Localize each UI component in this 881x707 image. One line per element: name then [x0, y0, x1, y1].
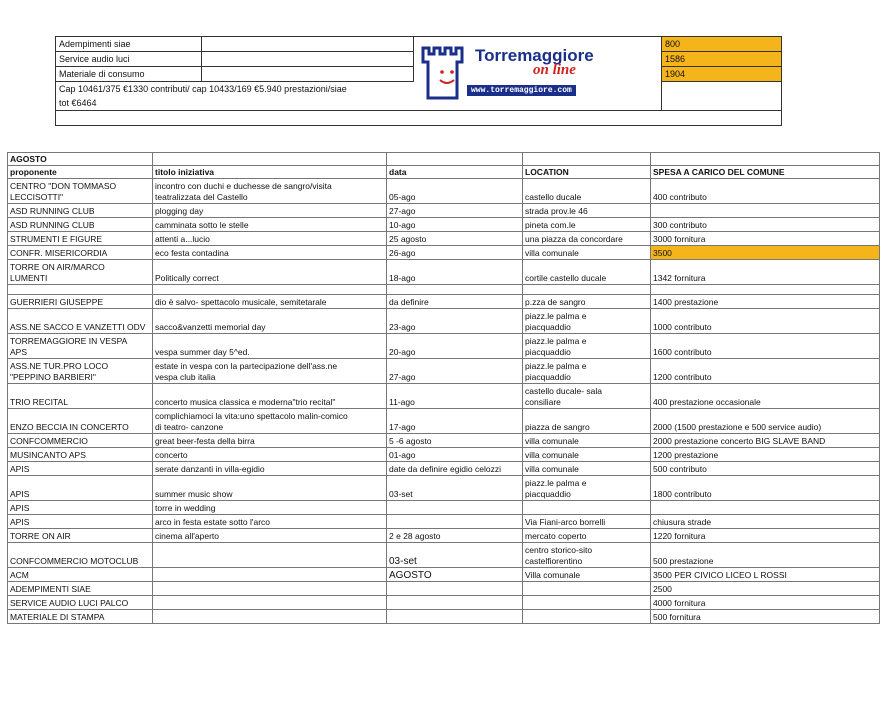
cell-line: 1200 prestazione — [653, 450, 719, 460]
summary-blank — [202, 37, 414, 52]
location-cell — [523, 285, 651, 295]
titolo-cell — [153, 543, 387, 568]
header-row — [8, 166, 880, 179]
logo-brand: Torremaggiore — [475, 46, 594, 65]
cell-line: ASS.NE SACCO E VANZETTI ODV — [10, 322, 146, 332]
cell-line: Politically correct — [155, 273, 219, 283]
summary-blank — [662, 82, 782, 97]
location-cell — [523, 204, 651, 218]
cell-line: 400 prestazione occasionale — [653, 397, 761, 407]
cell-line: villa comunale — [525, 464, 579, 474]
data-cell — [387, 295, 523, 309]
column-header: proponente — [8, 166, 153, 179]
titolo-cell — [153, 529, 387, 543]
cell-line: arco in festa estate sotto l'arco — [155, 517, 271, 527]
titolo-cell — [153, 448, 387, 462]
cell-line: MATERIALE DI STAMPA — [10, 612, 105, 622]
cell-line: 10-ago — [389, 220, 416, 230]
table-row — [8, 295, 880, 309]
column-header: SPESA A CARICO DEL COMUNE — [651, 166, 880, 179]
proponente-cell — [8, 384, 153, 409]
proponente-cell — [8, 582, 153, 596]
cell-line: 1342 fornitura — [653, 273, 706, 283]
summary-empty-row — [56, 111, 782, 126]
cell-line: di teatro- canzone — [155, 422, 224, 432]
cell-line: "PEPPINO BARBIERI" — [10, 372, 96, 382]
data-cell — [387, 582, 523, 596]
proponente-cell — [8, 204, 153, 218]
cell-line: CONFCOMMERCIO MOTOCLUB — [10, 556, 139, 566]
cell-line: 05-ago — [389, 192, 416, 202]
column-header: data — [387, 166, 523, 179]
cell-line: MUSINCANTO APS — [10, 450, 86, 460]
data-cell — [387, 501, 523, 515]
cell-line: LECCISOTTI" — [10, 192, 64, 202]
data-cell — [387, 384, 523, 409]
location-cell — [523, 448, 651, 462]
summary-blank — [662, 96, 782, 111]
cell-line: TORRE ON AIR — [10, 531, 71, 541]
titolo-cell — [153, 501, 387, 515]
titolo-cell — [153, 434, 387, 448]
location-cell — [523, 295, 651, 309]
blank-cell — [523, 153, 651, 166]
data-cell — [387, 596, 523, 610]
spesa-cell — [651, 476, 880, 501]
titolo-cell — [153, 568, 387, 582]
data-cell — [387, 285, 523, 295]
cell-line: piacquaddio — [525, 489, 571, 499]
spesa-cell — [651, 218, 880, 232]
location-cell — [523, 409, 651, 434]
titolo-cell — [153, 285, 387, 295]
proponente-cell — [8, 409, 153, 434]
table-row — [8, 448, 880, 462]
proponente-cell — [8, 359, 153, 384]
summary-label: Materiale di consumo — [56, 67, 202, 82]
cell-line: 2 e 28 agosto — [389, 531, 441, 541]
summary-note: Cap 10461/375 €1330 contributi/ cap 10433/169 €5.940 prestazioni/siae — [56, 82, 414, 97]
location-cell — [523, 610, 651, 624]
cell-line: 500 contributo — [653, 464, 707, 474]
table-row — [8, 543, 880, 568]
summary-blank — [202, 67, 414, 82]
section-row — [8, 153, 880, 166]
cell-line: 2000 (1500 prestazione e 500 service audio) — [653, 422, 822, 432]
table-row — [8, 384, 880, 409]
cell-line: APS — [10, 347, 28, 357]
location-cell — [523, 543, 651, 568]
titolo-cell — [153, 334, 387, 359]
spesa-cell — [651, 462, 880, 476]
cell-line: 25 agosto — [389, 234, 427, 244]
cell-line: date da definire egidio celozzi — [389, 464, 501, 474]
logo-tagline: on line — [533, 62, 576, 78]
cell-line: 1800 contributo — [653, 489, 712, 499]
cell-line: 20-ago — [389, 347, 416, 357]
cell-line: sacco&vanzetti memorial day — [155, 322, 266, 332]
logo-url: www.torremaggiore.com — [467, 85, 576, 96]
titolo-cell — [153, 246, 387, 260]
cell-line: 27-ago — [389, 206, 416, 216]
cell-line: APIS — [10, 503, 30, 513]
cell-line: vespa club italia — [155, 372, 216, 382]
table-row — [8, 610, 880, 624]
table-row — [8, 462, 880, 476]
table-row — [8, 204, 880, 218]
table-row — [8, 334, 880, 359]
table-row — [8, 409, 880, 434]
cell-line: APIS — [10, 517, 30, 527]
cell-line: GUERRIERI GIUSEPPE — [10, 297, 104, 307]
cell-line: pineta com.le — [525, 220, 576, 230]
blank-cell — [651, 153, 880, 166]
proponente-cell — [8, 246, 153, 260]
data-cell — [387, 448, 523, 462]
cell-line: cinema all'aperto — [155, 531, 219, 541]
events-table — [7, 152, 880, 624]
cell-line: 11-ago — [389, 397, 415, 407]
spesa-cell — [651, 359, 880, 384]
cell-line: 23-ago — [389, 322, 416, 332]
cell-line: ACM — [10, 570, 29, 580]
data-cell — [387, 204, 523, 218]
titolo-cell — [153, 179, 387, 204]
proponente-cell — [8, 529, 153, 543]
titolo-cell — [153, 309, 387, 334]
location-cell — [523, 434, 651, 448]
cell-line: castelfiorentino — [525, 556, 583, 566]
table-row — [8, 568, 880, 582]
cell-line: incontro con duchi e duchesse de sangro/visita — [155, 181, 332, 191]
cell-line: piacquaddio — [525, 372, 571, 382]
cell-line: AGOSTO — [389, 570, 432, 581]
titolo-cell — [153, 476, 387, 501]
cell-line: castello ducale — [525, 192, 582, 202]
cell-line: great beer-festa della birra — [155, 436, 255, 446]
cell-line: piazz.le palma e — [525, 311, 587, 321]
cell-line: 1000 contributo — [653, 322, 712, 332]
proponente-cell — [8, 334, 153, 359]
cell-line: dio è salvo- spettacolo musicale, semitetarale — [155, 297, 327, 307]
proponente-cell — [8, 309, 153, 334]
cell-line: 03-set — [389, 489, 413, 499]
data-cell — [387, 309, 523, 334]
cell-line: summer music show — [155, 489, 233, 499]
cell-line: ASD RUNNING CLUB — [10, 206, 95, 216]
cell-line: Via Fiani-arco borrelli — [525, 517, 606, 527]
spesa-cell — [651, 529, 880, 543]
spesa-cell — [651, 582, 880, 596]
location-cell — [523, 384, 651, 409]
location-cell — [523, 501, 651, 515]
proponente-cell — [8, 434, 153, 448]
cell-line: serate danzanti in villa-egidio — [155, 464, 265, 474]
data-cell — [387, 359, 523, 384]
cell-line: piazz.le palma e — [525, 336, 587, 346]
cell-line: 18-ago — [389, 273, 416, 283]
titolo-cell — [153, 295, 387, 309]
cell-line: villa comunale — [525, 436, 579, 446]
table-row — [8, 434, 880, 448]
data-cell — [387, 543, 523, 568]
cell-line: 17-ago — [389, 422, 416, 432]
titolo-cell — [153, 610, 387, 624]
cell-line: 2500 — [653, 584, 672, 594]
location-cell — [523, 218, 651, 232]
data-cell — [387, 568, 523, 582]
cell-line: 3500 — [653, 248, 672, 258]
cell-line: 27-ago — [389, 372, 416, 382]
titolo-cell — [153, 232, 387, 246]
data-cell — [387, 434, 523, 448]
location-cell — [523, 515, 651, 529]
cell-line: p.zza de sangro — [525, 297, 586, 307]
titolo-cell — [153, 462, 387, 476]
spesa-cell — [651, 309, 880, 334]
proponente-cell — [8, 610, 153, 624]
table-row — [8, 218, 880, 232]
cell-line: piazz.le palma e — [525, 361, 587, 371]
table-row — [8, 476, 880, 501]
proponente-cell — [8, 260, 153, 285]
location-cell — [523, 359, 651, 384]
table-row — [8, 359, 880, 384]
cell-line: complichiamoci la vita:uno spettacolo malin-comico — [155, 411, 348, 421]
titolo-cell — [153, 218, 387, 232]
proponente-cell — [8, 596, 153, 610]
cell-line: 03-set — [389, 556, 417, 567]
table-row — [8, 246, 880, 260]
table-row — [8, 596, 880, 610]
data-cell — [387, 232, 523, 246]
cell-line: piazz.le palma e — [525, 478, 587, 488]
titolo-cell — [153, 204, 387, 218]
spesa-cell — [651, 434, 880, 448]
cell-line: eco festa contadina — [155, 248, 229, 258]
cell-line: consiliare — [525, 397, 561, 407]
spesa-cell — [651, 596, 880, 610]
cell-line: cortile castello ducale — [525, 273, 607, 283]
spesa-cell — [651, 285, 880, 295]
location-cell — [523, 529, 651, 543]
cell-line: piacquaddio — [525, 322, 571, 332]
summary-blank — [202, 52, 414, 67]
data-cell — [387, 610, 523, 624]
cell-line: TORRE ON AIR/MARCO — [10, 262, 105, 272]
cell-line: 4000 fornitura — [653, 598, 706, 608]
cell-line: 500 prestazione — [653, 556, 714, 566]
table-row — [8, 501, 880, 515]
cell-line: teatralizzata del Castello — [155, 192, 248, 202]
cell-line: estate in vespa con la partecipazione dell'ass.ne — [155, 361, 338, 371]
cell-line: ASD RUNNING CLUB — [10, 220, 95, 230]
summary-blank — [56, 111, 782, 126]
location-cell — [523, 309, 651, 334]
proponente-cell — [8, 179, 153, 204]
table-row — [8, 232, 880, 246]
data-cell — [387, 218, 523, 232]
cell-line: concerto musica classica e moderna"trio recital" — [155, 397, 336, 407]
cell-line: SERVICE AUDIO LUCI PALCO — [10, 598, 129, 608]
table-row — [8, 309, 880, 334]
cell-line: CONFCOMMERCIO — [10, 436, 88, 446]
summary-value: 1586 — [662, 52, 782, 67]
cell-line: villa comunale — [525, 450, 579, 460]
table-row — [8, 582, 880, 596]
proponente-cell — [8, 295, 153, 309]
titolo-cell — [153, 359, 387, 384]
titolo-cell — [153, 515, 387, 529]
location-cell — [523, 246, 651, 260]
cell-line: ENZO BECCIA IN CONCERTO — [10, 422, 129, 432]
column-header: titolo iniziativa — [153, 166, 387, 179]
data-cell — [387, 462, 523, 476]
cell-line: APIS — [10, 464, 30, 474]
titolo-cell — [153, 384, 387, 409]
cell-line: camminata sotto le stelle — [155, 220, 249, 230]
proponente-cell — [8, 568, 153, 582]
spesa-cell — [651, 543, 880, 568]
cell-line: 5 -6 agosto — [389, 436, 432, 446]
titolo-cell — [153, 582, 387, 596]
data-cell — [387, 476, 523, 501]
cell-line: TRIO RECITAL — [10, 397, 68, 407]
spesa-cell — [651, 501, 880, 515]
proponente-cell — [8, 448, 153, 462]
cell-line: 3000 fornitura — [653, 234, 706, 244]
section-title: AGOSTO — [8, 153, 153, 166]
table-row — [8, 179, 880, 204]
cell-line: vespa summer day 5^ed. — [155, 347, 250, 357]
spesa-cell — [651, 295, 880, 309]
cell-line: CENTRO "DON TOMMASO — [10, 181, 117, 191]
cell-line: da definire — [389, 297, 429, 307]
spesa-cell — [651, 409, 880, 434]
cell-line: LUMENTI — [10, 273, 48, 283]
blank-cell — [387, 153, 523, 166]
cell-line: 2000 prestazione concerto BIG SLAVE BAND — [653, 436, 826, 446]
spesa-cell — [651, 384, 880, 409]
cell-line: 400 contributo — [653, 192, 707, 202]
spesa-cell — [651, 610, 880, 624]
cell-line: ASS.NE TUR.PRO LOCO — [10, 361, 109, 371]
cell-line: piazza de sangro — [525, 422, 590, 432]
cell-line: TORREMAGGIORE IN VESPA — [10, 336, 128, 346]
proponente-cell — [8, 501, 153, 515]
location-cell — [523, 582, 651, 596]
cell-line: 500 fornitura — [653, 612, 701, 622]
proponente-cell — [8, 543, 153, 568]
cell-line: chiusura strade — [653, 517, 712, 527]
proponente-cell — [8, 515, 153, 529]
spesa-cell — [651, 232, 880, 246]
spesa-cell — [651, 246, 880, 260]
cell-line: piacquaddio — [525, 347, 571, 357]
location-cell — [523, 232, 651, 246]
location-cell — [523, 476, 651, 501]
column-header: LOCATION — [523, 166, 651, 179]
spesa-cell — [651, 204, 880, 218]
cell-line: castello ducale- sala — [525, 386, 603, 396]
summary-label: Adempimenti siae — [56, 37, 202, 52]
table-row — [8, 529, 880, 543]
spesa-cell — [651, 260, 880, 285]
cell-line: 1200 contributo — [653, 372, 712, 382]
data-cell — [387, 179, 523, 204]
spesa-cell — [651, 515, 880, 529]
cell-line: Villa comunale — [525, 570, 581, 580]
cell-line: ADEMPIMENTI SIAE — [10, 584, 91, 594]
cell-line: STRUMENTI E FIGURE — [10, 234, 103, 244]
location-cell — [523, 462, 651, 476]
table-row — [8, 260, 880, 285]
table-row — [8, 285, 880, 295]
proponente-cell — [8, 476, 153, 501]
cell-line: plogging day — [155, 206, 204, 216]
location-cell — [523, 334, 651, 359]
data-cell — [387, 246, 523, 260]
proponente-cell — [8, 232, 153, 246]
table-row — [8, 515, 880, 529]
blank-cell — [153, 153, 387, 166]
cell-line: attenti a...lucio — [155, 234, 210, 244]
data-cell — [387, 515, 523, 529]
summary-value: 800 — [662, 37, 782, 52]
cell-line: 26-ago — [389, 248, 416, 258]
cell-line: centro storico-sito — [525, 545, 593, 555]
cell-line: 3500 PER CIVICO LICEO L ROSSI — [653, 570, 787, 580]
data-cell — [387, 260, 523, 285]
summary-value: 1904 — [662, 67, 782, 82]
spesa-cell — [651, 568, 880, 582]
cell-line: torre in wedding — [155, 503, 216, 513]
proponente-cell — [8, 285, 153, 295]
titolo-cell — [153, 596, 387, 610]
cell-line: concerto — [155, 450, 188, 460]
cell-line: APIS — [10, 489, 30, 499]
spesa-cell — [651, 179, 880, 204]
spesa-cell — [651, 448, 880, 462]
cell-line: 300 contributo — [653, 220, 707, 230]
cell-line: villa comunale — [525, 248, 579, 258]
cell-line: 01-ago — [389, 450, 416, 460]
cell-line: CONFR. MISERICORDIA — [10, 248, 108, 258]
summary-label: Service audio luci — [56, 52, 202, 67]
titolo-cell — [153, 260, 387, 285]
cell-line: 1400 prestazione — [653, 297, 719, 307]
cell-line: mercato coperto — [525, 531, 587, 541]
location-cell — [523, 179, 651, 204]
cell-line: strada prov.le 46 — [525, 206, 588, 216]
titolo-cell — [153, 409, 387, 434]
summary-total: tot €6464 — [56, 96, 414, 111]
cell-line: 1600 contributo — [653, 347, 712, 357]
location-cell — [523, 596, 651, 610]
data-cell — [387, 409, 523, 434]
data-cell — [387, 529, 523, 543]
proponente-cell — [8, 218, 153, 232]
location-cell — [523, 568, 651, 582]
data-cell — [387, 334, 523, 359]
location-cell — [523, 260, 651, 285]
proponente-cell — [8, 462, 153, 476]
spesa-cell — [651, 334, 880, 359]
cell-line: 1220 fornitura — [653, 531, 706, 541]
cell-line: una piazza da concordare — [525, 234, 623, 244]
torremaggiore-logo — [415, 40, 660, 100]
